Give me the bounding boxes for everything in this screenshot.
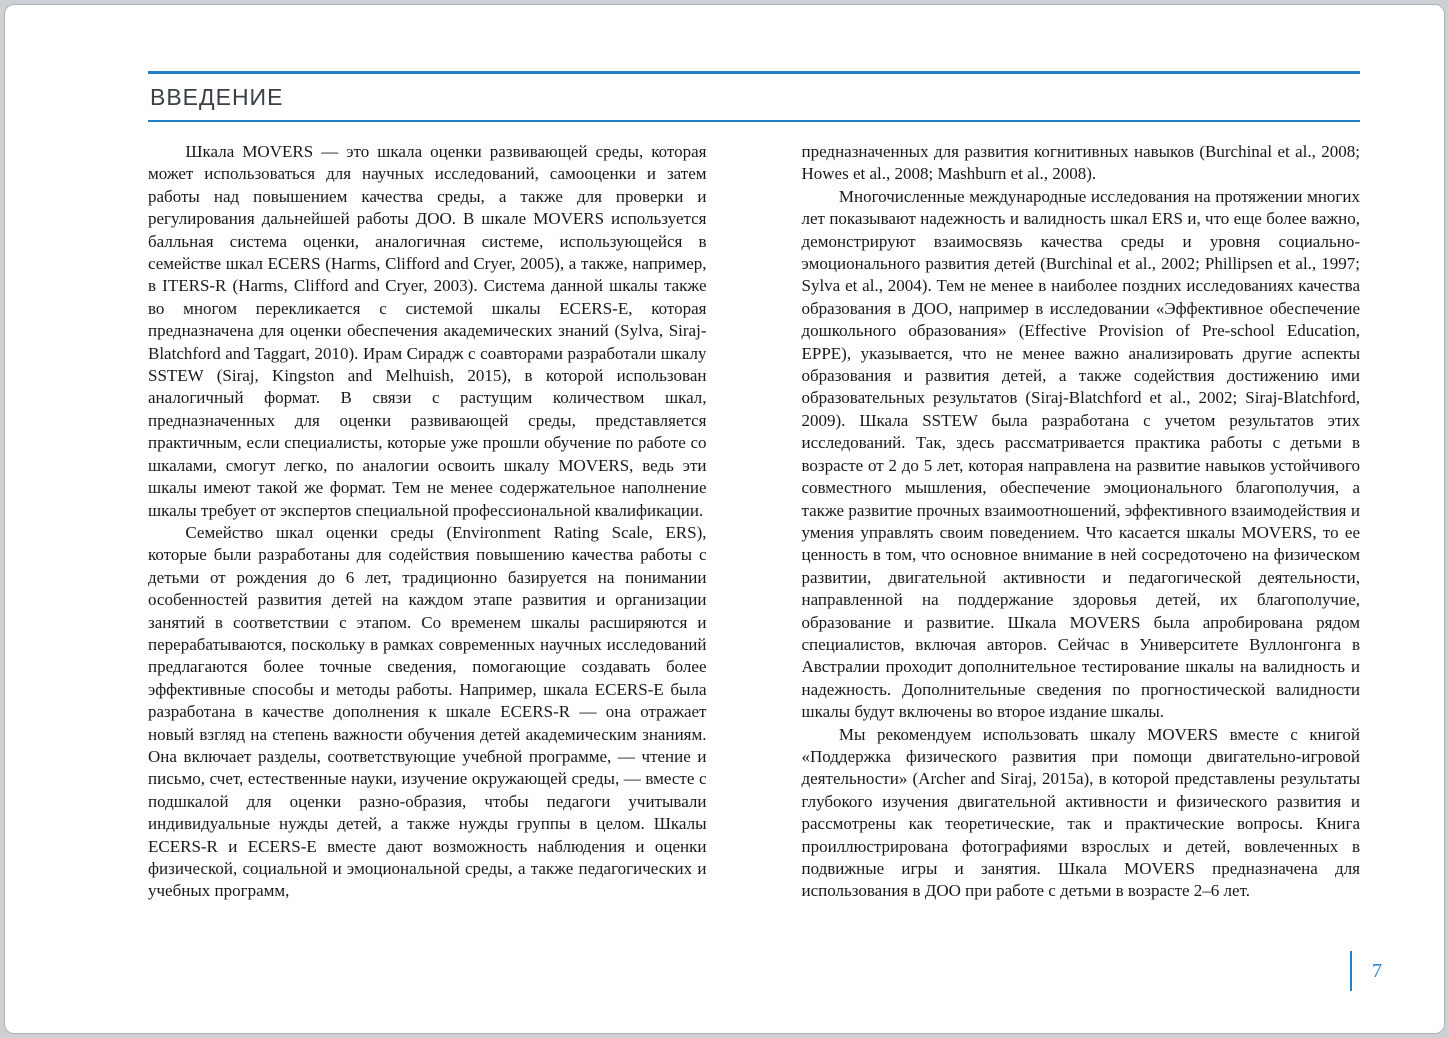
book-page xyxy=(4,4,1445,1034)
text-columns xyxy=(148,141,1360,903)
heading-rule xyxy=(148,120,1360,122)
page-title: ВВЕДЕНИЕ xyxy=(150,84,284,110)
paragraph: Многочисленные международные исследования на протяжении многих лет показывают надежность и валидность шкал ERS и, что еще более важно, демонстрируют взаимосвязь качества среды и уровня социально-эмоционального развития детей (Burchinal et al., 2002; Phillipsen et al., 1997; Sylva et al., 2004). Тем не менее в наиболее поздних исследованиях качества образования в ДОО, например в исследовании «Эффективное обеспечение дошкольного образования» (Effective Provision of Pre-school Education, EPPE), указывается, что не менее важно анализировать другие аспекты образования и развития детей, а также содействия достижению ими образовательных результатов (Siraj-Blatchford et al., 2002; Siraj-Blatchford, 2009). Шкала SSTEW была разработана с учетом результатов этих исследований. Так, здесь рассматривается практика работы с детьми в возрасте от 2 до 5 лет, которая направлена на развитие навыков устойчивого совместного мышления, обеспечение эмоционального благополучия, а также развитие прочных взаимоотношений, эффективного взаимодействия и умения управлять своим поведением. Что касается шкалы MOVERS, то ее ценность в том, что основное внимание в ней сосредоточено на физическом развитии, двигательной активности и педагогической деятельности, направленной на поддержание здоровья детей, их благополучие, образование и развитие. Шкала MOVERS была апробирована рядом специалистов, включая авторов. Сейчас в Университете Вуллонгонга в Австралии проходит дополнительное тестирование шкалы на валидность и надежность. Дополнительные сведения по прогностической валидности шкалы будут включены во второе издание шкалы. xyxy=(801,186,1360,722)
paragraph: Семейство шкал оценки среды (Environment Rating Scale, ERS), которые были разработаны для содействия повышению качества работы с детьми от рождения до 6 лет, традиционно базируется на понимании особенностей развития детей на каждом этапе развития и организации занятий в соответствии с этапом. Со временем шкалы расширяются и перерабатываются, поскольку в рамках современных научных исследований предлагаются более точные сведения, помогающие создавать более эффективные способы и методы работы. Например, шкала ECERS-E была разработана в качестве дополнения к шкале ECERS-R — она отражает новый взгляд на степень важности обучения детей академическим знаниям. Она включает разделы, соответствующие учебной программе, — чтение и письмо, счет, естественные науки, изучение окружающей среды, — вместе с подшкалой для оценки разно-образия, чтобы педагоги учитывали индивидуальные нужды детей, а также нужды группы в целом. Шкалы ECERS-R и ECERS-E вместе дают возможность наблюдения и оценки физической, социальной и эмоциональной среды, а также педагогических и учебных программ, xyxy=(148,522,707,901)
paragraph: Шкала MOVERS — это шкала оценки развивающей среды, которая может использоваться для научных исследований, самооценки и затем работы над повышением качества среды, а также для проверки и регулирования дальнейшей работы ДОО. В шкале MOVERS используется балльная система оценки, аналогичная системе, использующейся в семействе шкал ECERS (Harms, Clifford and Cryer, 2005), а также, например, в ITERS-R (Harms, Clifford and Cryer, 2003). Система данной шкалы также во многом перекликается с системой шкалы ECERS-E, которая предназначена для оценки обеспечения академических знаний (Sylva, Siraj-Blatchford and Taggart, 2010). Ирам Сирадж с соавторами разработали шкалу SSTEW (Siraj, Kingston and Melhuish, 2015), в которой использован аналогичный формат. В связи с растущим количеством шкал, предназначенных для оценки развивающей среды, представляется практичным, если специалисты, которые уже прошли обучение по работе со шкалами, смогут легко, по аналогии освоить шкалу MOVERS, ведь эти шкалы имеют такой же формат. Тем не менее содержательное наполнение шкалы требует от экспертов специальной профессиональной квалификации. xyxy=(148,142,707,520)
page-footer xyxy=(1350,951,1383,991)
page-number: 7 xyxy=(1372,959,1382,982)
folio-rule xyxy=(1350,951,1353,991)
paragraph-continuation: предназначенных для развития когнитивных навыков (Burchinal et al., 2008; Howes et al., 2008; Mashburn et al., 2008). xyxy=(801,142,1360,184)
left-column xyxy=(148,141,707,903)
right-column xyxy=(802,141,1361,903)
page-content xyxy=(148,5,1360,1033)
paragraph: Мы рекомендуем использовать шкалу MOVERS вместе с книгой «Поддержка физического развития при помощи двигательно-игровой деятельности» (Archer and Siraj, 2015a), в которой представлены результаты глубокого изучения двигательной активности и физического развития и рассмотрены как теоретические, так и практические вопросы. Книга проиллюстрирована фотографиями взрослых и детей, вовлеченных в подвижные игры и занятия. Шкала MOVERS предназначена для использования в ДОО при работе с детьми в возрасте 2–6 лет. xyxy=(801,724,1360,901)
